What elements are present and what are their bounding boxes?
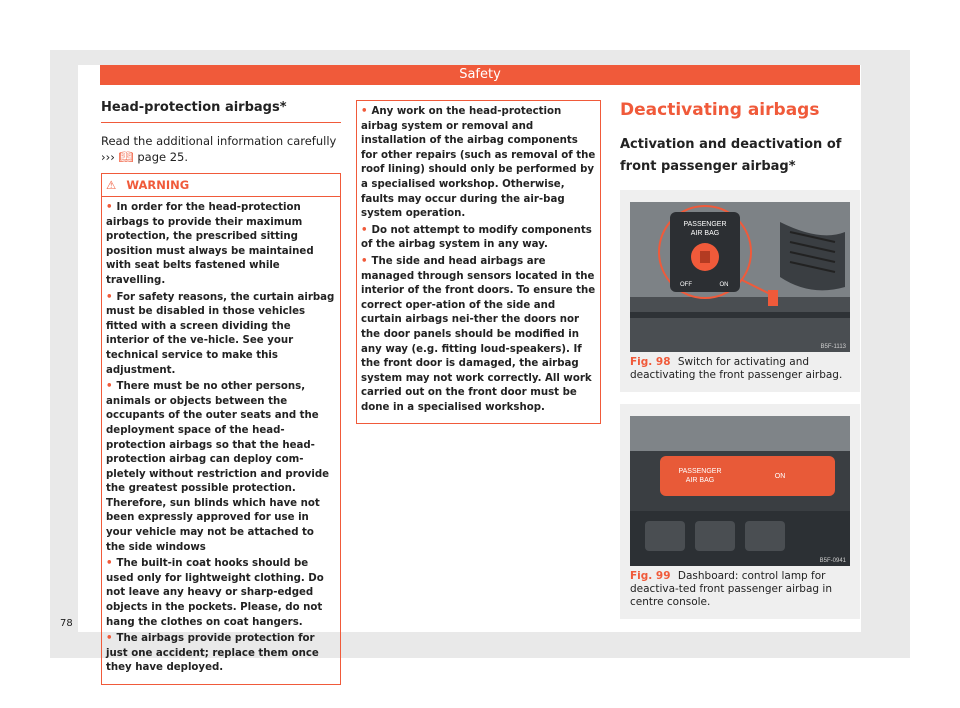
warning-item <box>106 201 336 289</box>
figure-caption <box>630 356 850 382</box>
lamp-on-label: ON <box>774 473 786 480</box>
column-1 <box>101 100 341 685</box>
warning-triangle-icon: ⚠ <box>106 178 117 192</box>
warning-item <box>361 105 596 222</box>
figure-label: Fig. 99 <box>630 570 671 582</box>
figure-caption-text: Dashboard: control lamp for deactiva-ted front passenger airbag in centre console. <box>630 570 832 608</box>
airbag-switch-photo <box>630 202 850 352</box>
warning-item <box>361 224 596 253</box>
figure-98 <box>620 190 860 392</box>
switch-label-2: AIR BAG <box>690 230 720 237</box>
warning-body <box>102 197 340 684</box>
subsection-title: Activation and deactivation of front passenger airbag* <box>620 137 842 174</box>
warning-item <box>106 380 336 555</box>
figure-code: B5F-1113 <box>820 344 846 350</box>
warning-label: WARNING <box>126 178 190 192</box>
intro-page-link[interactable]: page 25. <box>137 150 189 164</box>
switch-label-1: PASSENGER <box>683 221 727 228</box>
warning-item-text: There must be no other persons, animals or objects between the occupants of the outer seats and the deployment space of the head-protection airbags so that the head-protection airbag can deploy com-pletely without restriction and provide the greatest possible protection. Therefore, sun blinds which have not been expressly approved for use in your vehicle may not be attached to the side windows <box>106 381 330 553</box>
bullet-icon: • <box>106 202 113 213</box>
control-lamp-photo <box>630 416 850 566</box>
intro-text: Read the additional information carefully ››› <box>101 134 337 164</box>
bullet-icon: • <box>106 633 113 645</box>
bullet-icon: • <box>106 381 113 393</box>
warning-item <box>361 255 596 416</box>
switch-off-label: OFF <box>680 282 692 288</box>
figure-label: Fig. 98 <box>630 356 671 368</box>
bullet-icon: • <box>361 224 368 236</box>
book-icon[interactable]: 📖︎ <box>118 150 134 164</box>
warning-item <box>106 557 336 630</box>
warning-item <box>106 632 336 676</box>
warning-item-text: The side and head airbags are managed through sensors located in the interior of the front doors. To ensure the correct oper-ation of the side and curtain airbags nei-ther the doors nor the door panels should be modified in any way (e.g. fitting loud-speakers). If the front door is damaged, the airbag system may not work correctly. All work carried out on the front door must be done in a specialised workshop. <box>361 255 596 413</box>
warning-item-text: Do not attempt to modify components of the airbag system in any way. <box>361 224 592 251</box>
warning-header <box>102 174 340 197</box>
warning-item-text: The airbags provide protection for just one accident; replace them once they have deployed. <box>106 633 319 674</box>
warning-item-text: In order for the head-protection airbags to provide their maximum protection, the prescribed sitting position must always be maintained with seat belts fastened while travelling. <box>106 202 314 286</box>
warning-item-text: The built-in coat hooks should be used only for lightweight clothing. Do not leave any heavy or sharp-edged objects in the pockets. Please, do not hang the clothes on coat hangers. <box>106 558 324 628</box>
figure-caption-text: Switch for activating and deactivating the front passenger airbag. <box>630 356 843 381</box>
bullet-icon: • <box>106 291 113 303</box>
bullet-icon: • <box>361 106 368 117</box>
figure-99 <box>620 404 860 619</box>
column-2 <box>356 100 601 424</box>
bullet-icon: • <box>106 558 113 570</box>
warning-box <box>101 173 341 685</box>
warning-item <box>106 291 336 379</box>
section-header: Safety <box>100 65 860 85</box>
warning-box-continued <box>356 100 601 424</box>
page-number: 78 <box>60 618 73 629</box>
lamp-label-1: PASSENGER <box>678 468 722 475</box>
bullet-icon: • <box>361 255 368 267</box>
lamp-label-2: AIR BAG <box>685 477 715 484</box>
column-3 <box>620 100 860 619</box>
section-heading: Head-protection airbags* <box>101 100 341 123</box>
warning-item-text: Any work on the head-protection airbag system or removal and installation of the airbag components for other repairs (such as removal of the roof lining) should only be performed by a specialised workshop. Otherwise, faults may occur during the air-bag system operation. <box>361 106 596 220</box>
chapter-title: Deactivating airbags <box>620 100 820 120</box>
figure-caption <box>630 570 850 609</box>
figure-code: B5F-0941 <box>819 558 846 564</box>
switch-on-label: ON <box>719 282 729 288</box>
warning-item-text: For safety reasons, the curtain airbag must be disabled in those vehicles fitted with a screen dividing the interior of the ve-hicle. See your technical service to make this adjustment. <box>106 291 335 376</box>
intro-paragraph <box>101 133 341 165</box>
